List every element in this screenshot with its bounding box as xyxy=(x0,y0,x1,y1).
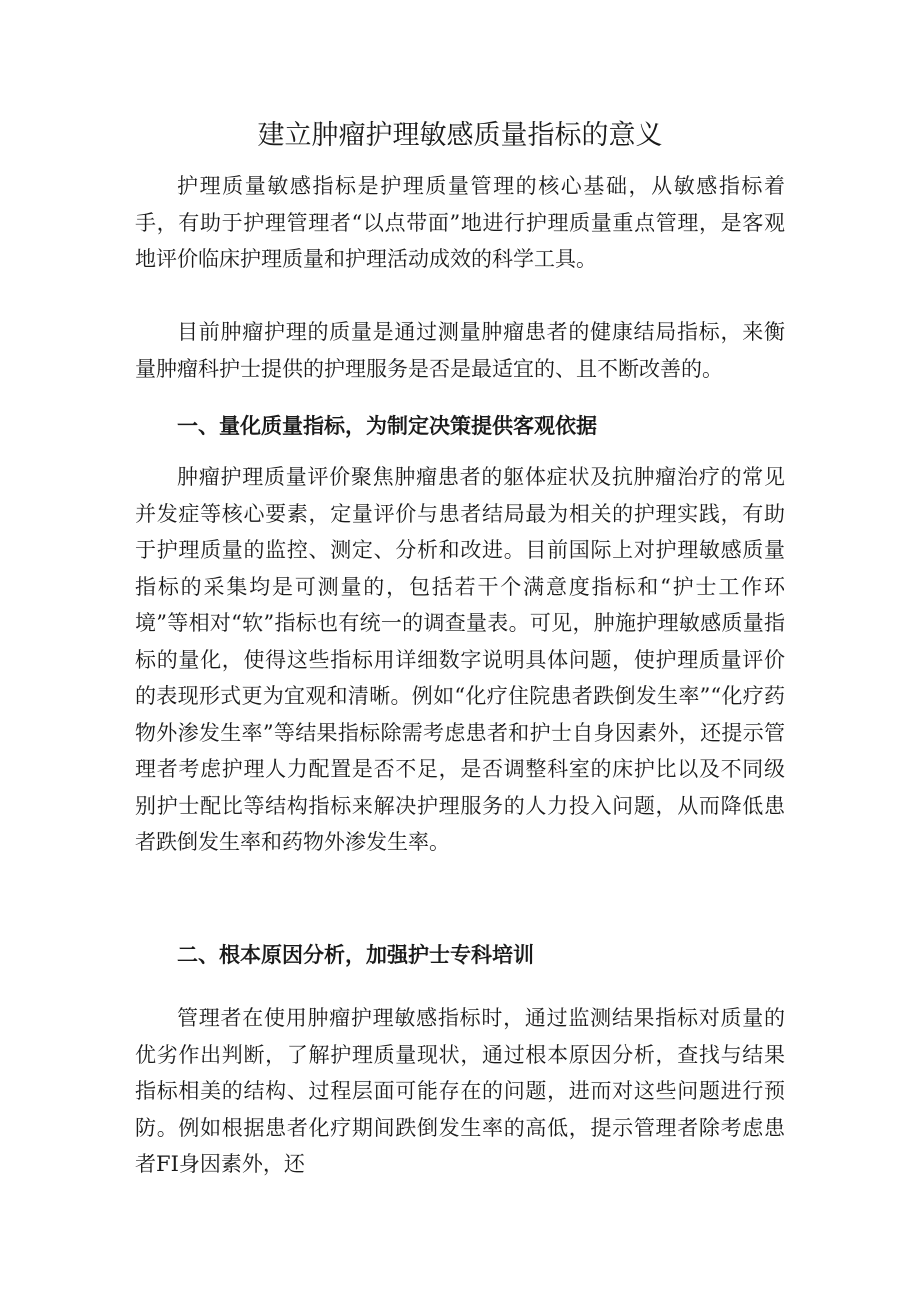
document-title: 建立肿瘤护理敏感质量指标的意义 xyxy=(257,120,663,151)
section-1-heading: 一、量化质量指标，为制定决策提供客观依据 xyxy=(177,414,597,438)
section-1-paragraph: 肿瘤护理质量评价聚焦肿瘤患者的躯体症状及抗肿瘤治疗的常见并发症等核心要素，定量评价与患者结局最为相关的护理实践，有助于护理质量的监控、测定、分析和改进。目前国际上对护理敏感质量指标的采集均是可测量的，包括若干个满意度指标和“护士工作环境”等相对“软”指标也有统一的调查量表。可见，肿施护理敏感质量指标的量化，使得这些指标用详细数字说明具体问题，使护理质量评价的表现形式更为宜观和清晰。例如“化疗住院患者跌倒发生率”“化疗药物外渗发生率”等结果指标除需考虑患者和护士自身因素外，还提示管理者考虑护理人力配置是否不足，是否调整科室的床护比以及不同级别护士配比等结构指标来解决护理服务的人力投入问题，从而降低患者跌倒发生率和药物外渗发生率。 xyxy=(135,465,785,854)
intro-paragraph-2: 目前肿瘤护理的质量是通过测量肿瘤患者的健康结局指标，来衡量肿瘤科护士提供的护理服务是否是最适宜的、且不断改善的。 xyxy=(135,320,785,381)
section-2-heading: 二、根本原因分析，加强护士专科培训 xyxy=(177,943,534,967)
intro-paragraph-1: 护理质量敏感指标是护理质量管理的核心基础，从敏感指标着手，有助于护理管理者“以点带面”地进行护理质量重点管理，是客观地评价临床护理质量和护理活动成效的科学工具。 xyxy=(135,174,785,271)
section-2-paragraph: 管理者在使用肿瘤护理敏感指标时，通过监测结果指标对质量的优劣作出判断，了解护理质量现状，通过根本原因分析，查找与结果指标相美的结构、过程层面可能存在的问题，进而对这些问题进行预防。例如根据患者化疗期间跌倒发生率的高低，提示管理者除考虑患者FI身因素外，还 xyxy=(135,1006,785,1176)
